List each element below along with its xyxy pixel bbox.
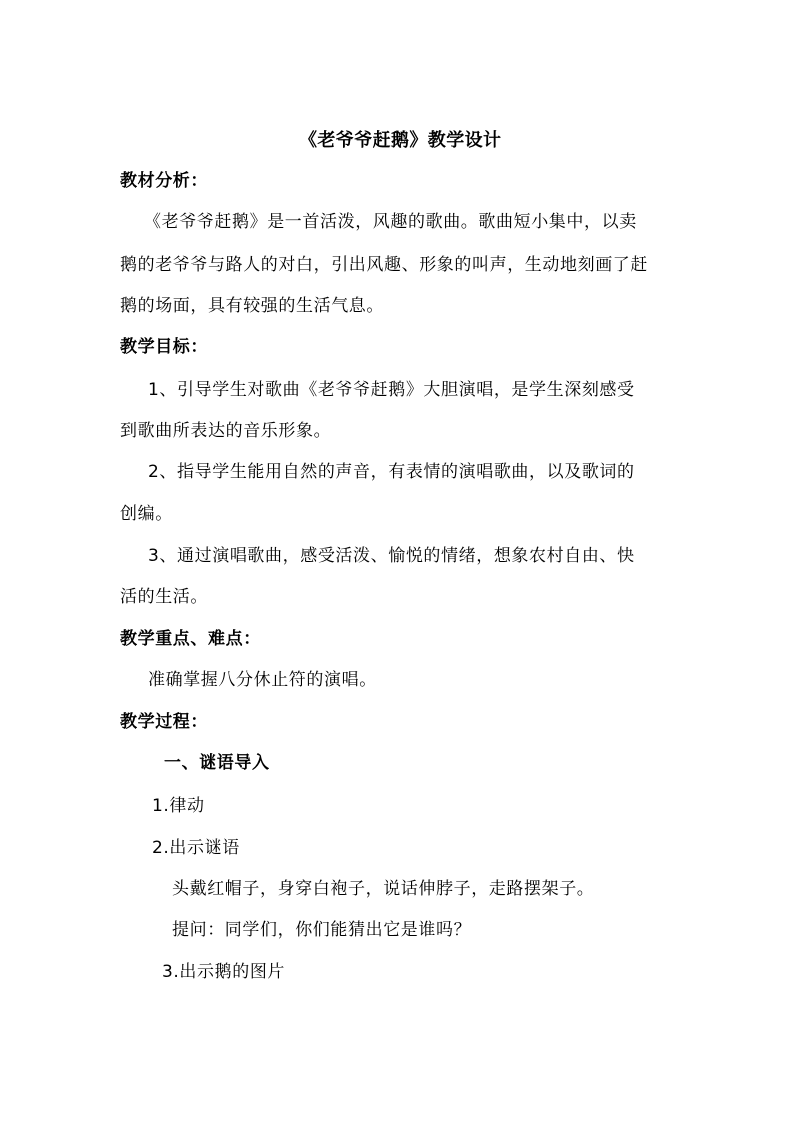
riddle-text: 头戴红帽子，身穿白袍子，说话伸脖子，走路摆架子。 [172, 879, 595, 899]
material-analysis-line-2: 鹅的老爷爷与路人的对白，引出风趣、形象的叫声，生动地刻画了赶 [120, 255, 648, 275]
riddle-question: 提问：同学们，你们能猜出它是谁吗？ [172, 920, 472, 940]
material-analysis-line-1: 《老爷爷赶鹅》是一首活泼，风趣的歌曲。歌曲短小集中，以卖 [144, 212, 637, 232]
process-heading: 教学过程： [120, 712, 208, 732]
teaching-goals-heading: 教学目标： [120, 337, 208, 357]
material-analysis-line-3: 鹅的场面，具有较强的生活气息。 [120, 296, 384, 316]
process-section-1: 一、谜语导入 [164, 753, 270, 773]
process-step-2: 2.出示谜语 [152, 838, 240, 858]
key-points-heading: 教学重点、难点： [120, 629, 261, 649]
teaching-goal-1-line-2: 到歌曲所表达的音乐形象。 [120, 421, 332, 441]
process-step-3: 3.出示鹅的图片 [162, 962, 286, 982]
teaching-goal-2-line-2: 创编。 [120, 504, 173, 524]
key-points-line-1: 准确掌握八分休止符的演唱。 [148, 670, 377, 690]
teaching-goal-2-line-1: 2、指导学生能用自然的声音，有表情的演唱歌曲，以及歌词的 [148, 462, 635, 482]
process-step-1: 1.律动 [152, 796, 205, 816]
teaching-goal-3-line-1: 3、通过演唱歌曲，感受活泼、愉悦的情绪，想象农村自由、快 [148, 546, 635, 566]
teaching-goal-3-line-2: 活的生活。 [120, 587, 208, 607]
document-title: 《老爷爷赶鹅》教学设计 [299, 130, 502, 151]
material-analysis-heading: 教材分析： [120, 171, 208, 191]
teaching-goal-1-line-1: 1、引导学生对歌曲《老爷爷赶鹅》大胆演唱，是学生深刻感受 [148, 380, 635, 400]
